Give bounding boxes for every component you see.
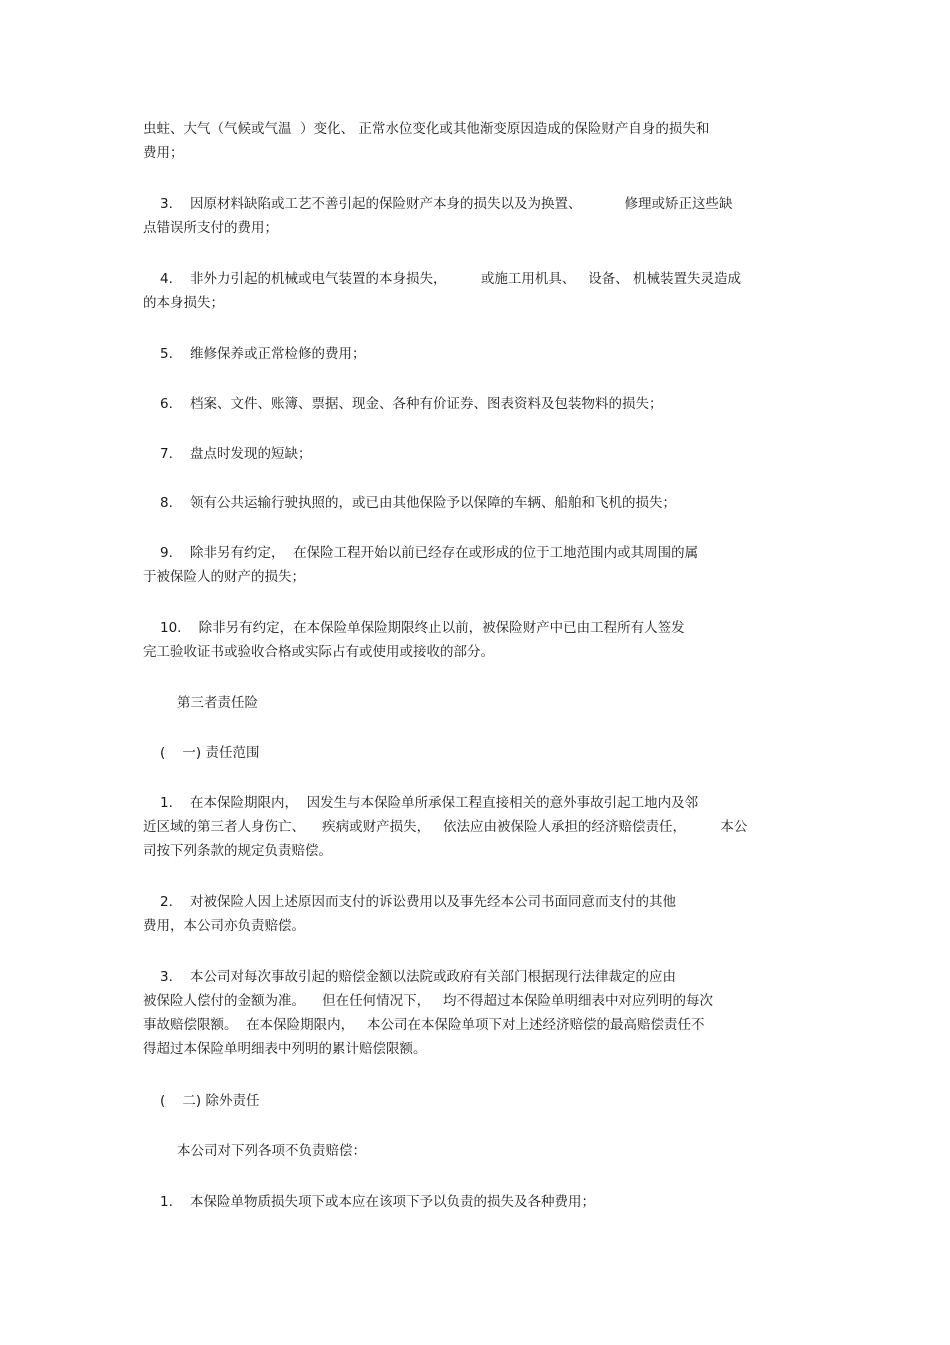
list-item-5: 5. 维修保养或正常检修的费用； <box>160 346 366 362</box>
paragraph-line: 司按下列条款的规定负责赔偿。 <box>143 843 332 859</box>
list-item-9: 9. 除非另有约定， 在保险工程开始以前已经存在或形成的位于工地范围内或其周围的属 <box>160 545 699 561</box>
paragraph-line: 于被保险人的财产的损失； <box>143 569 305 585</box>
paragraph-line: 事故赔偿限额。 在本保险期限内， 本公司在本保险单项下对上述经济赔偿的最高赔偿责任不 <box>143 1017 705 1033</box>
paragraph-line: 得超过本保险单明细表中列明的累计赔偿限额。 <box>143 1041 427 1057</box>
list-item-8: 8. 领有公共运输行驶执照的，或已由其他保险予以保障的车辆、船舶和飞机的损失； <box>160 495 677 511</box>
list-item-7: 7. 盘点时发现的短缺； <box>160 446 312 462</box>
paragraph-line: 虫蛀、大气（气候或气温 ）变化、 正常水位变化或其他渐变原因造成的保险财产自身的损失和 <box>143 121 710 137</box>
subsection-heading: ( 二) 除外责任 <box>160 1093 260 1109</box>
list-item-6: 6. 档案、文件、账簿、票据、现金、各种有价证券、图表资料及包装物料的损失； <box>160 396 663 412</box>
list-item-2: 2. 对被保险人因上述原因而支付的诉讼费用以及事先经本公司书面同意而支付的其他 <box>160 894 677 910</box>
paragraph-line: 费用，本公司亦负责赔偿。 <box>143 918 305 934</box>
paragraph-line: 被保险人偿付的金额为准。 但在任何情况下， 均不得超过本保险单明细表中对应列明的每次 <box>143 993 714 1009</box>
paragraph-line: 本公司对下列各项不负责赔偿： <box>177 1143 366 1159</box>
paragraph-line: 完工验收证书或验收合格或实际占有或使用或接收的部分。 <box>143 644 494 660</box>
paragraph-line: 点错误所支付的费用； <box>143 220 278 236</box>
list-item-1: 1. 在本保险期限内， 因发生与本保险单所承保工程直接相关的意外事故引起工地内及邻 <box>160 795 699 811</box>
section-heading: 第三者责任险 <box>177 695 258 711</box>
paragraph-line: 费用； <box>143 145 184 161</box>
subsection-heading: ( 一) 责任范围 <box>160 745 260 761</box>
list-item-10: 10. 除非另有约定，在本保险单保险期限终止以前，被保险财产中已由工程所有人签发 <box>160 620 685 636</box>
list-item-3b: 3. 本公司对每次事故引起的赔偿金额以法院或政府有关部门根据现行法律裁定的应由 <box>160 969 677 985</box>
paragraph-line: 的本身损失； <box>143 295 224 311</box>
list-item-4: 4. 非外力引起的机械或电气装置的本身损失， 或施工用机具、 设备、 机械装置失灵造成 <box>160 271 742 287</box>
list-item-1b: 1. 本保险单物质损失项下或本应在该项下予以负责的损失及各种费用； <box>160 1194 596 1210</box>
paragraph-line: 近区域的第三者人身伤亡、 疾病或财产损失， 依法应由被保险人承担的经济赔偿责任， 本公 <box>143 819 748 835</box>
list-item-3: 3. 因原材料缺陷或工艺不善引起的保险财产本身的损失以及为换置、 修理或矫正这些缺 <box>160 196 733 212</box>
